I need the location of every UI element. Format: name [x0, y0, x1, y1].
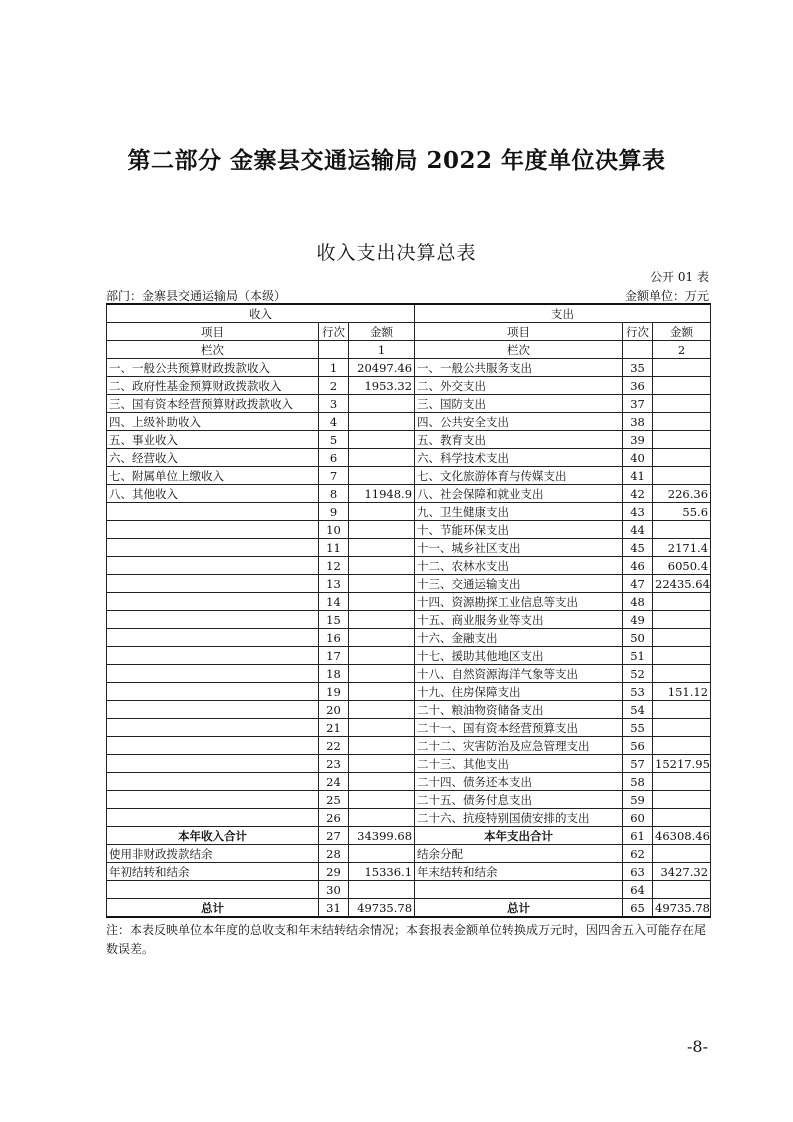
table-row [107, 431, 711, 449]
table-row [107, 683, 711, 701]
income-amount-cell [349, 503, 415, 521]
income-column-label: 栏次 [107, 341, 319, 359]
expense-amount-cell [653, 881, 711, 899]
expense-line-cell: 59 [623, 791, 653, 809]
income-amount-cell [349, 773, 415, 791]
income-amount-cell [349, 521, 415, 539]
expense-amount-cell [653, 845, 711, 863]
income-line-cell: 13 [319, 575, 349, 593]
income-item-cell [107, 773, 319, 791]
income-item-cell [107, 701, 319, 719]
income-amount-cell [349, 791, 415, 809]
expense-amount-cell: 226.36 [653, 485, 711, 503]
income-item-cell: 四、上级补助收入 [107, 413, 319, 431]
expense-amount-cell [653, 449, 711, 467]
income-item-cell [107, 521, 319, 539]
income-item-cell [107, 593, 319, 611]
table-row [107, 719, 711, 737]
expense-amount-cell [653, 701, 711, 719]
expense-column-line-blank [623, 341, 653, 359]
expense-item-cell: 十九、住房保障支出 [415, 683, 623, 701]
income-amount-cell [349, 755, 415, 773]
table-row [107, 899, 711, 918]
expense-item-cell: 二十、粮油物资储备支出 [415, 701, 623, 719]
expense-item-cell: 一、一般公共服务支出 [415, 359, 623, 377]
income-line-cell: 5 [319, 431, 349, 449]
income-line-cell: 21 [319, 719, 349, 737]
table-row [107, 701, 711, 719]
footnote: 注：本表反映单位本年度的总收支和年末结转结余情况；本套报表金额单位转换成万元时，因四舍五入可能存在尾数误差。 [106, 923, 707, 956]
expense-amount-cell: 3427.32 [653, 863, 711, 881]
income-amount-cell [349, 737, 415, 755]
expense-amount-cell [653, 467, 711, 485]
income-item-cell: 三、国有资本经营预算财政拨款收入 [107, 395, 319, 413]
table-row [107, 503, 711, 521]
income-amount-cell: 11948.9 [349, 485, 415, 503]
expense-line-cell: 51 [623, 647, 653, 665]
income-line-cell: 15 [319, 611, 349, 629]
income-item-cell: 二、政府性基金预算财政拨款收入 [107, 377, 319, 395]
expense-item-cell: 总计 [415, 899, 623, 918]
income-line-cell: 30 [319, 881, 349, 899]
income-section-header: 收入 [107, 304, 415, 323]
income-amount-cell [349, 629, 415, 647]
expense-line-cell: 64 [623, 881, 653, 899]
income-item-cell [107, 683, 319, 701]
income-line-cell: 7 [319, 467, 349, 485]
expense-line-cell: 58 [623, 773, 653, 791]
expense-item-header: 项目 [415, 323, 623, 341]
expense-item-cell: 十三、交通运输支出 [415, 575, 623, 593]
expense-line-cell: 60 [623, 809, 653, 827]
income-line-cell: 12 [319, 557, 349, 575]
table-row [107, 611, 711, 629]
expense-line-cell: 41 [623, 467, 653, 485]
income-item-cell: 七、附属单位上缴收入 [107, 467, 319, 485]
expense-amount-cell [653, 629, 711, 647]
income-line-cell: 10 [319, 521, 349, 539]
expense-item-cell: 本年支出合计 [415, 827, 623, 845]
income-line-cell: 31 [319, 899, 349, 918]
expense-amount-cell [653, 359, 711, 377]
income-line-cell: 24 [319, 773, 349, 791]
income-line-cell: 23 [319, 755, 349, 773]
expense-amount-cell: 15217.95 [653, 755, 711, 773]
income-amount-cell [349, 611, 415, 629]
expense-item-cell: 二十二、灾害防治及应急管理支出 [415, 737, 623, 755]
expense-amount-cell [653, 395, 711, 413]
expense-amount-cell [653, 773, 711, 791]
income-amount-cell [349, 557, 415, 575]
expense-amount-cell: 55.6 [653, 503, 711, 521]
income-line-cell: 19 [319, 683, 349, 701]
expense-line-cell: 49 [623, 611, 653, 629]
income-amount-cell [349, 449, 415, 467]
income-amount-cell [349, 881, 415, 899]
expense-line-header: 行次 [623, 323, 653, 341]
income-line-cell: 6 [319, 449, 349, 467]
income-item-cell [107, 575, 319, 593]
income-amount-header: 金额 [349, 323, 415, 341]
income-line-cell: 29 [319, 863, 349, 881]
income-item-cell [107, 557, 319, 575]
table-row [107, 539, 711, 557]
table-row [107, 575, 711, 593]
income-item-cell: 五、事业收入 [107, 431, 319, 449]
income-amount-cell: 20497.46 [349, 359, 415, 377]
table-row [107, 359, 711, 377]
income-item-cell [107, 665, 319, 683]
table-row [107, 395, 711, 413]
income-column-line-blank [319, 341, 349, 359]
expense-column-number: 2 [653, 341, 711, 359]
income-item-cell: 八、其他收入 [107, 485, 319, 503]
expense-line-cell: 36 [623, 377, 653, 395]
income-line-header: 行次 [319, 323, 349, 341]
income-item-cell: 年初结转和结余 [107, 863, 319, 881]
document-title: 第二部分 金寨县交通运输局 2022 年度单位决算表 [127, 147, 666, 174]
expense-amount-cell: 151.12 [653, 683, 711, 701]
expense-item-cell: 三、国防支出 [415, 395, 623, 413]
income-line-cell: 8 [319, 485, 349, 503]
expense-item-cell: 二十六、抗疫特别国债安排的支出 [415, 809, 623, 827]
table-row [107, 467, 711, 485]
income-item-header: 项目 [107, 323, 319, 341]
income-line-cell: 1 [319, 359, 349, 377]
income-amount-cell [349, 413, 415, 431]
department-label: 部门：金寨县交通运输局（本级） [106, 289, 287, 303]
table-row [107, 647, 711, 665]
expense-column-label: 栏次 [415, 341, 623, 359]
expense-amount-cell [653, 521, 711, 539]
expense-line-cell: 35 [623, 359, 653, 377]
income-amount-cell: 34399.68 [349, 827, 415, 845]
income-line-cell: 9 [319, 503, 349, 521]
expense-line-cell: 63 [623, 863, 653, 881]
expense-amount-cell [653, 737, 711, 755]
income-item-cell [107, 755, 319, 773]
income-amount-cell [349, 395, 415, 413]
table-row [107, 845, 711, 863]
income-item-cell [107, 647, 319, 665]
expense-item-cell: 五、教育支出 [415, 431, 623, 449]
income-line-cell: 14 [319, 593, 349, 611]
expense-amount-cell: 22435.64 [653, 575, 711, 593]
income-amount-cell [349, 539, 415, 557]
table-row [107, 485, 711, 503]
expense-amount-cell [653, 593, 711, 611]
expense-item-cell: 七、文化旅游体育与传媒支出 [415, 467, 623, 485]
income-line-cell: 16 [319, 629, 349, 647]
table-row [107, 809, 711, 827]
expense-line-cell: 44 [623, 521, 653, 539]
table-row [107, 665, 711, 683]
expense-line-cell: 61 [623, 827, 653, 845]
expense-amount-cell [653, 413, 711, 431]
expense-item-cell: 十四、资源勘探工业信息等支出 [415, 593, 623, 611]
expense-line-cell: 38 [623, 413, 653, 431]
income-line-cell: 3 [319, 395, 349, 413]
expense-line-cell: 39 [623, 431, 653, 449]
income-item-cell: 本年收入合计 [107, 827, 319, 845]
expense-item-cell: 十七、援助其他地区支出 [415, 647, 623, 665]
expense-item-cell: 二十四、债务还本支出 [415, 773, 623, 791]
income-line-cell: 2 [319, 377, 349, 395]
expense-item-cell [415, 881, 623, 899]
expense-amount-cell: 46308.46 [653, 827, 711, 845]
expense-item-cell: 十二、农林水支出 [415, 557, 623, 575]
income-amount-cell: 1953.32 [349, 377, 415, 395]
income-line-cell: 4 [319, 413, 349, 431]
expense-amount-cell [653, 809, 711, 827]
header-row-column-numbers [107, 341, 711, 359]
expense-amount-cell: 6050.4 [653, 557, 711, 575]
income-item-cell: 一、一般公共预算财政拨款收入 [107, 359, 319, 377]
expense-item-cell: 二十三、其他支出 [415, 755, 623, 773]
income-item-cell: 总计 [107, 899, 319, 918]
income-amount-cell: 15336.1 [349, 863, 415, 881]
income-line-cell: 17 [319, 647, 349, 665]
expense-amount-cell: 49735.78 [653, 899, 711, 918]
expense-line-cell: 65 [623, 899, 653, 918]
expense-amount-cell [653, 377, 711, 395]
income-column-number: 1 [349, 341, 415, 359]
income-amount-cell [349, 701, 415, 719]
table-row [107, 377, 711, 395]
income-line-cell: 27 [319, 827, 349, 845]
income-amount-cell [349, 719, 415, 737]
income-line-cell: 28 [319, 845, 349, 863]
income-item-cell [107, 719, 319, 737]
expense-item-cell: 十八、自然资源海洋气象等支出 [415, 665, 623, 683]
form-number: 公开 01 表 [650, 270, 709, 284]
expense-amount-cell [653, 611, 711, 629]
expense-line-cell: 40 [623, 449, 653, 467]
table-row [107, 629, 711, 647]
expense-amount-cell [653, 791, 711, 809]
income-item-cell [107, 809, 319, 827]
table-row [107, 413, 711, 431]
expense-line-cell: 37 [623, 395, 653, 413]
income-amount-cell [349, 575, 415, 593]
expense-amount-cell [653, 719, 711, 737]
income-item-cell [107, 611, 319, 629]
expense-item-cell: 九、卫生健康支出 [415, 503, 623, 521]
expense-line-cell: 50 [623, 629, 653, 647]
expense-line-cell: 55 [623, 719, 653, 737]
expense-item-cell: 十五、商业服务业等支出 [415, 611, 623, 629]
income-line-cell: 11 [319, 539, 349, 557]
table-row [107, 791, 711, 809]
income-line-cell: 18 [319, 665, 349, 683]
income-amount-cell [349, 647, 415, 665]
income-item-cell [107, 503, 319, 521]
page-number: -8- [687, 1037, 708, 1056]
expense-line-cell: 45 [623, 539, 653, 557]
header-row-sections [107, 304, 711, 323]
income-amount-cell [349, 467, 415, 485]
income-item-cell [107, 737, 319, 755]
expense-item-cell: 十一、城乡社区支出 [415, 539, 623, 557]
income-item-cell [107, 881, 319, 899]
expense-line-cell: 62 [623, 845, 653, 863]
income-item-cell [107, 539, 319, 557]
expense-amount-cell [653, 431, 711, 449]
table-row [107, 827, 711, 845]
table-row [107, 773, 711, 791]
table-title: 收入支出决算总表 [316, 242, 477, 264]
table-row [107, 737, 711, 755]
expense-amount-header: 金额 [653, 323, 711, 341]
income-amount-cell: 49735.78 [349, 899, 415, 918]
expense-line-cell: 43 [623, 503, 653, 521]
expense-line-cell: 52 [623, 665, 653, 683]
income-item-cell [107, 629, 319, 647]
table-row [107, 755, 711, 773]
income-line-cell: 20 [319, 701, 349, 719]
income-amount-cell [349, 431, 415, 449]
expense-section-header: 支出 [415, 304, 711, 323]
expense-line-cell: 42 [623, 485, 653, 503]
unit-label: 金额单位：万元 [624, 289, 709, 303]
income-item-cell: 六、经营收入 [107, 449, 319, 467]
expense-item-cell: 结余分配 [415, 845, 623, 863]
income-amount-cell [349, 683, 415, 701]
table-row [107, 557, 711, 575]
income-line-cell: 25 [319, 791, 349, 809]
table-row [107, 521, 711, 539]
expense-item-cell: 二、外交支出 [415, 377, 623, 395]
income-amount-cell [349, 845, 415, 863]
income-amount-cell [349, 593, 415, 611]
expense-amount-cell [653, 647, 711, 665]
income-amount-cell [349, 665, 415, 683]
income-line-cell: 22 [319, 737, 349, 755]
header-row-columns [107, 323, 711, 341]
expense-item-cell: 八、社会保障和就业支出 [415, 485, 623, 503]
table-row [107, 449, 711, 467]
expense-item-cell: 二十一、国有资本经营预算支出 [415, 719, 623, 737]
expense-item-cell: 年末结转和结余 [415, 863, 623, 881]
expense-line-cell: 57 [623, 755, 653, 773]
income-item-cell: 使用非财政拨款结余 [107, 845, 319, 863]
table-row [107, 593, 711, 611]
expense-item-cell: 十、节能环保支出 [415, 521, 623, 539]
income-expense-table [106, 303, 711, 918]
expense-amount-cell [653, 665, 711, 683]
expense-line-cell: 48 [623, 593, 653, 611]
expense-item-cell: 六、科学技术支出 [415, 449, 623, 467]
expense-line-cell: 54 [623, 701, 653, 719]
income-item-cell [107, 791, 319, 809]
table-row [107, 881, 711, 899]
expense-item-cell: 二十五、债务付息支出 [415, 791, 623, 809]
expense-line-cell: 47 [623, 575, 653, 593]
income-amount-cell [349, 809, 415, 827]
expense-line-cell: 56 [623, 737, 653, 755]
expense-item-cell: 十六、金融支出 [415, 629, 623, 647]
expense-amount-cell: 2171.4 [653, 539, 711, 557]
expense-item-cell: 四、公共安全支出 [415, 413, 623, 431]
expense-line-cell: 46 [623, 557, 653, 575]
income-line-cell: 26 [319, 809, 349, 827]
table-row [107, 863, 711, 881]
expense-line-cell: 53 [623, 683, 653, 701]
